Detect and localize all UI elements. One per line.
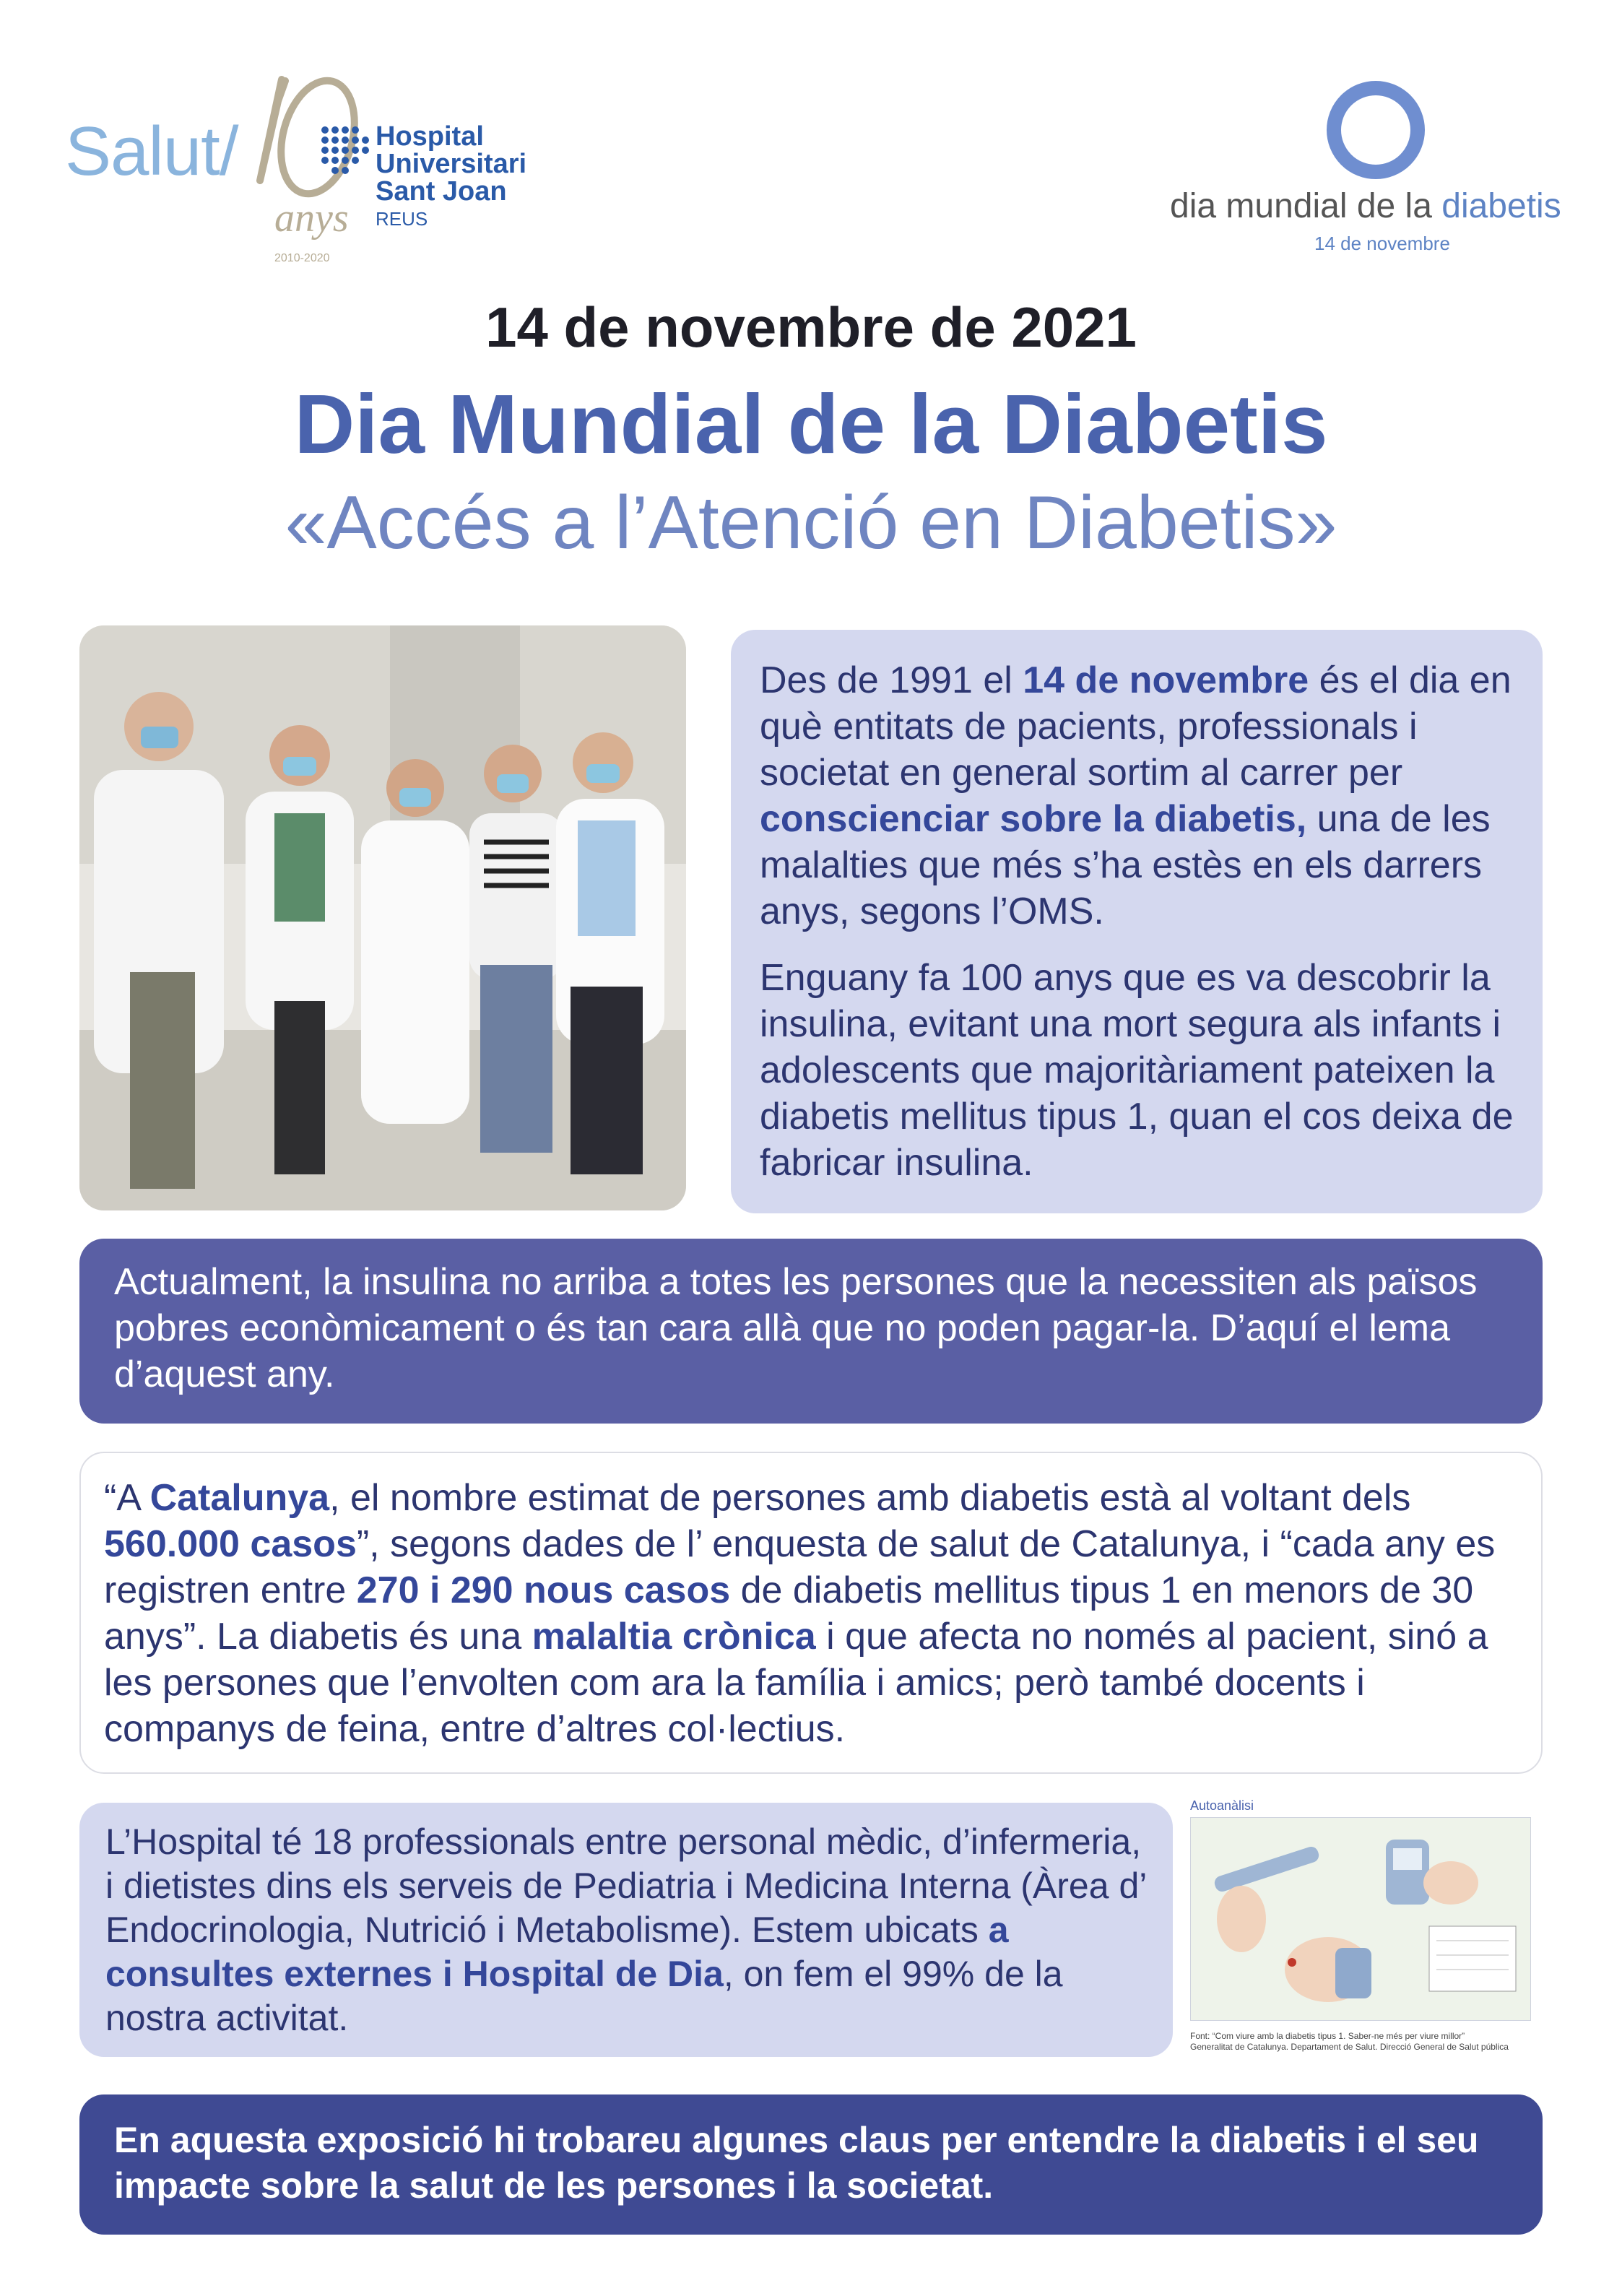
stats-highlight-new-cases: 270 i 290 nous casos [356, 1569, 731, 1611]
stats-text-c: , el nombre estimat de persones amb diabetis està al voltant dels [329, 1477, 1411, 1519]
hospital-paragraph [105, 1820, 1147, 2040]
intro-text-a: Des de 1991 el [760, 659, 1023, 701]
hospital-team-box [79, 1803, 1173, 2057]
event-date-title: 14 de novembre de 2021 [485, 295, 1137, 359]
intro-paragraph-1 [760, 657, 1514, 935]
stats-highlight-cases: 560.000 casos [104, 1523, 357, 1565]
caption-line-2: Generalitat de Catalunya. Departament de Salut. Direcció General de Salut pública [1190, 2042, 1509, 2052]
salut-hospital-logo [65, 72, 628, 282]
hospital-text-c: , on fem el 99% de la nostra activitat. [105, 1954, 1063, 2038]
hospital-line-1: Hospital Universitari [376, 121, 527, 179]
stats-highlight-catalunya: Catalunya [149, 1477, 330, 1519]
self-testing-illustration [1190, 1798, 1551, 2073]
team-photo-illustration [79, 625, 686, 1210]
illustration-title: Autoanàlisi [1190, 1798, 1254, 1813]
salut-logo-text: Salut/ [65, 113, 238, 190]
campaign-subtitle: «Accés a l’Atenció en Diabetis» [285, 481, 1337, 565]
stats-text-a: “A [104, 1477, 150, 1519]
intro-text-c: és el dia en què entitats de pacients, professionals i societat en general sortim al carrer per [760, 659, 1512, 794]
hospital-dots-icon [318, 123, 376, 181]
stats-text-e: ”, segons dades de l’ enquesta de salut de Catalunya, i “cada any es registren entre [104, 1523, 1496, 1611]
hospital-line-3: REUS [376, 208, 428, 230]
insulin-access-box [79, 1239, 1543, 1424]
glucose-testing-drawing [1191, 1818, 1530, 2020]
intro-paragraph-2: Enguany fa 100 anys que es va descobrir la insulina, evitant una mort segura als infants i adolescents que majoritàriament pateixen la diabetis mellitus tipus 1, quan el cos deixa de fabricar insulina. [760, 957, 1514, 1184]
exhibition-text: En aquesta exposició hi trobareu algunes claus per entendre la diabetis i el seu impacte sobre la salut de les persones i la societat. [114, 2120, 1479, 2206]
hospital-text-a: L’Hospital té 18 professionals entre personal mèdic, d’infermeria, i dietistes dins els serveis de Pediatria i Medicina Interna (Àrea d’ Endocrinologia, Nutrició i Metabolisme). Estem ubicats [105, 1821, 1146, 1950]
hospital-name [376, 123, 628, 233]
intro-highlight-date: 14 de novembre [1023, 659, 1309, 701]
wdd-accent: diabetis [1441, 187, 1561, 225]
world-diabetes-day-logo [1170, 79, 1582, 260]
blue-circle-icon [1325, 79, 1426, 181]
exhibition-box [79, 2094, 1543, 2235]
caption-line-1: Font: “Com viure amb la diabetis tipus 1. Saber-ne més per viure millor” [1190, 2031, 1465, 2041]
intro-text-e: una de les malalties que més s’ha estès en els darrers anys, segons l’OMS. [760, 798, 1491, 932]
intro-highlight-awareness: conscienciar sobre la diabetis, [760, 798, 1307, 840]
stats-text-i: i que afecta no només al pacient, sinó a les persones que l’envolten com ara la família i amics; però també docents i companys de feina, entre d’altres col·lectius. [104, 1616, 1488, 1750]
stats-highlight-chronic: malaltia crònica [532, 1616, 816, 1658]
insulin-access-text: Actualment, la insulina no arriba a totes les persones que la necessiten als països pobres econòmicament o és tan cara allà que no poden pagar-la. D’aquí el lema d’aquest any. [114, 1261, 1478, 1395]
team-photo [79, 625, 686, 1210]
hospital-line-2: Sant Joan [376, 176, 507, 207]
anniversary-anys: anys [274, 196, 349, 241]
illustration-frame [1190, 1817, 1531, 2021]
intro-box [731, 630, 1543, 1213]
stats-text-g: de diabetis mellitus tipus 1 en menors de 30 anys”. La diabetis és una [104, 1569, 1474, 1658]
anniversary-range: 2010-2020 [274, 252, 330, 264]
illustration-caption [1190, 2031, 1551, 2053]
catalonia-stats-box [79, 1452, 1543, 1774]
main-title: Dia Mundial de la Diabetis [294, 377, 1328, 471]
hospital-highlight-location: a consultes externes i Hospital de Dia [105, 1910, 1009, 1994]
wdd-date: 14 de novembre [1314, 233, 1450, 254]
wdd-label [1170, 186, 1561, 226]
wdd-prefix: dia mundial de la [1170, 187, 1442, 225]
stats-paragraph [104, 1475, 1518, 1752]
